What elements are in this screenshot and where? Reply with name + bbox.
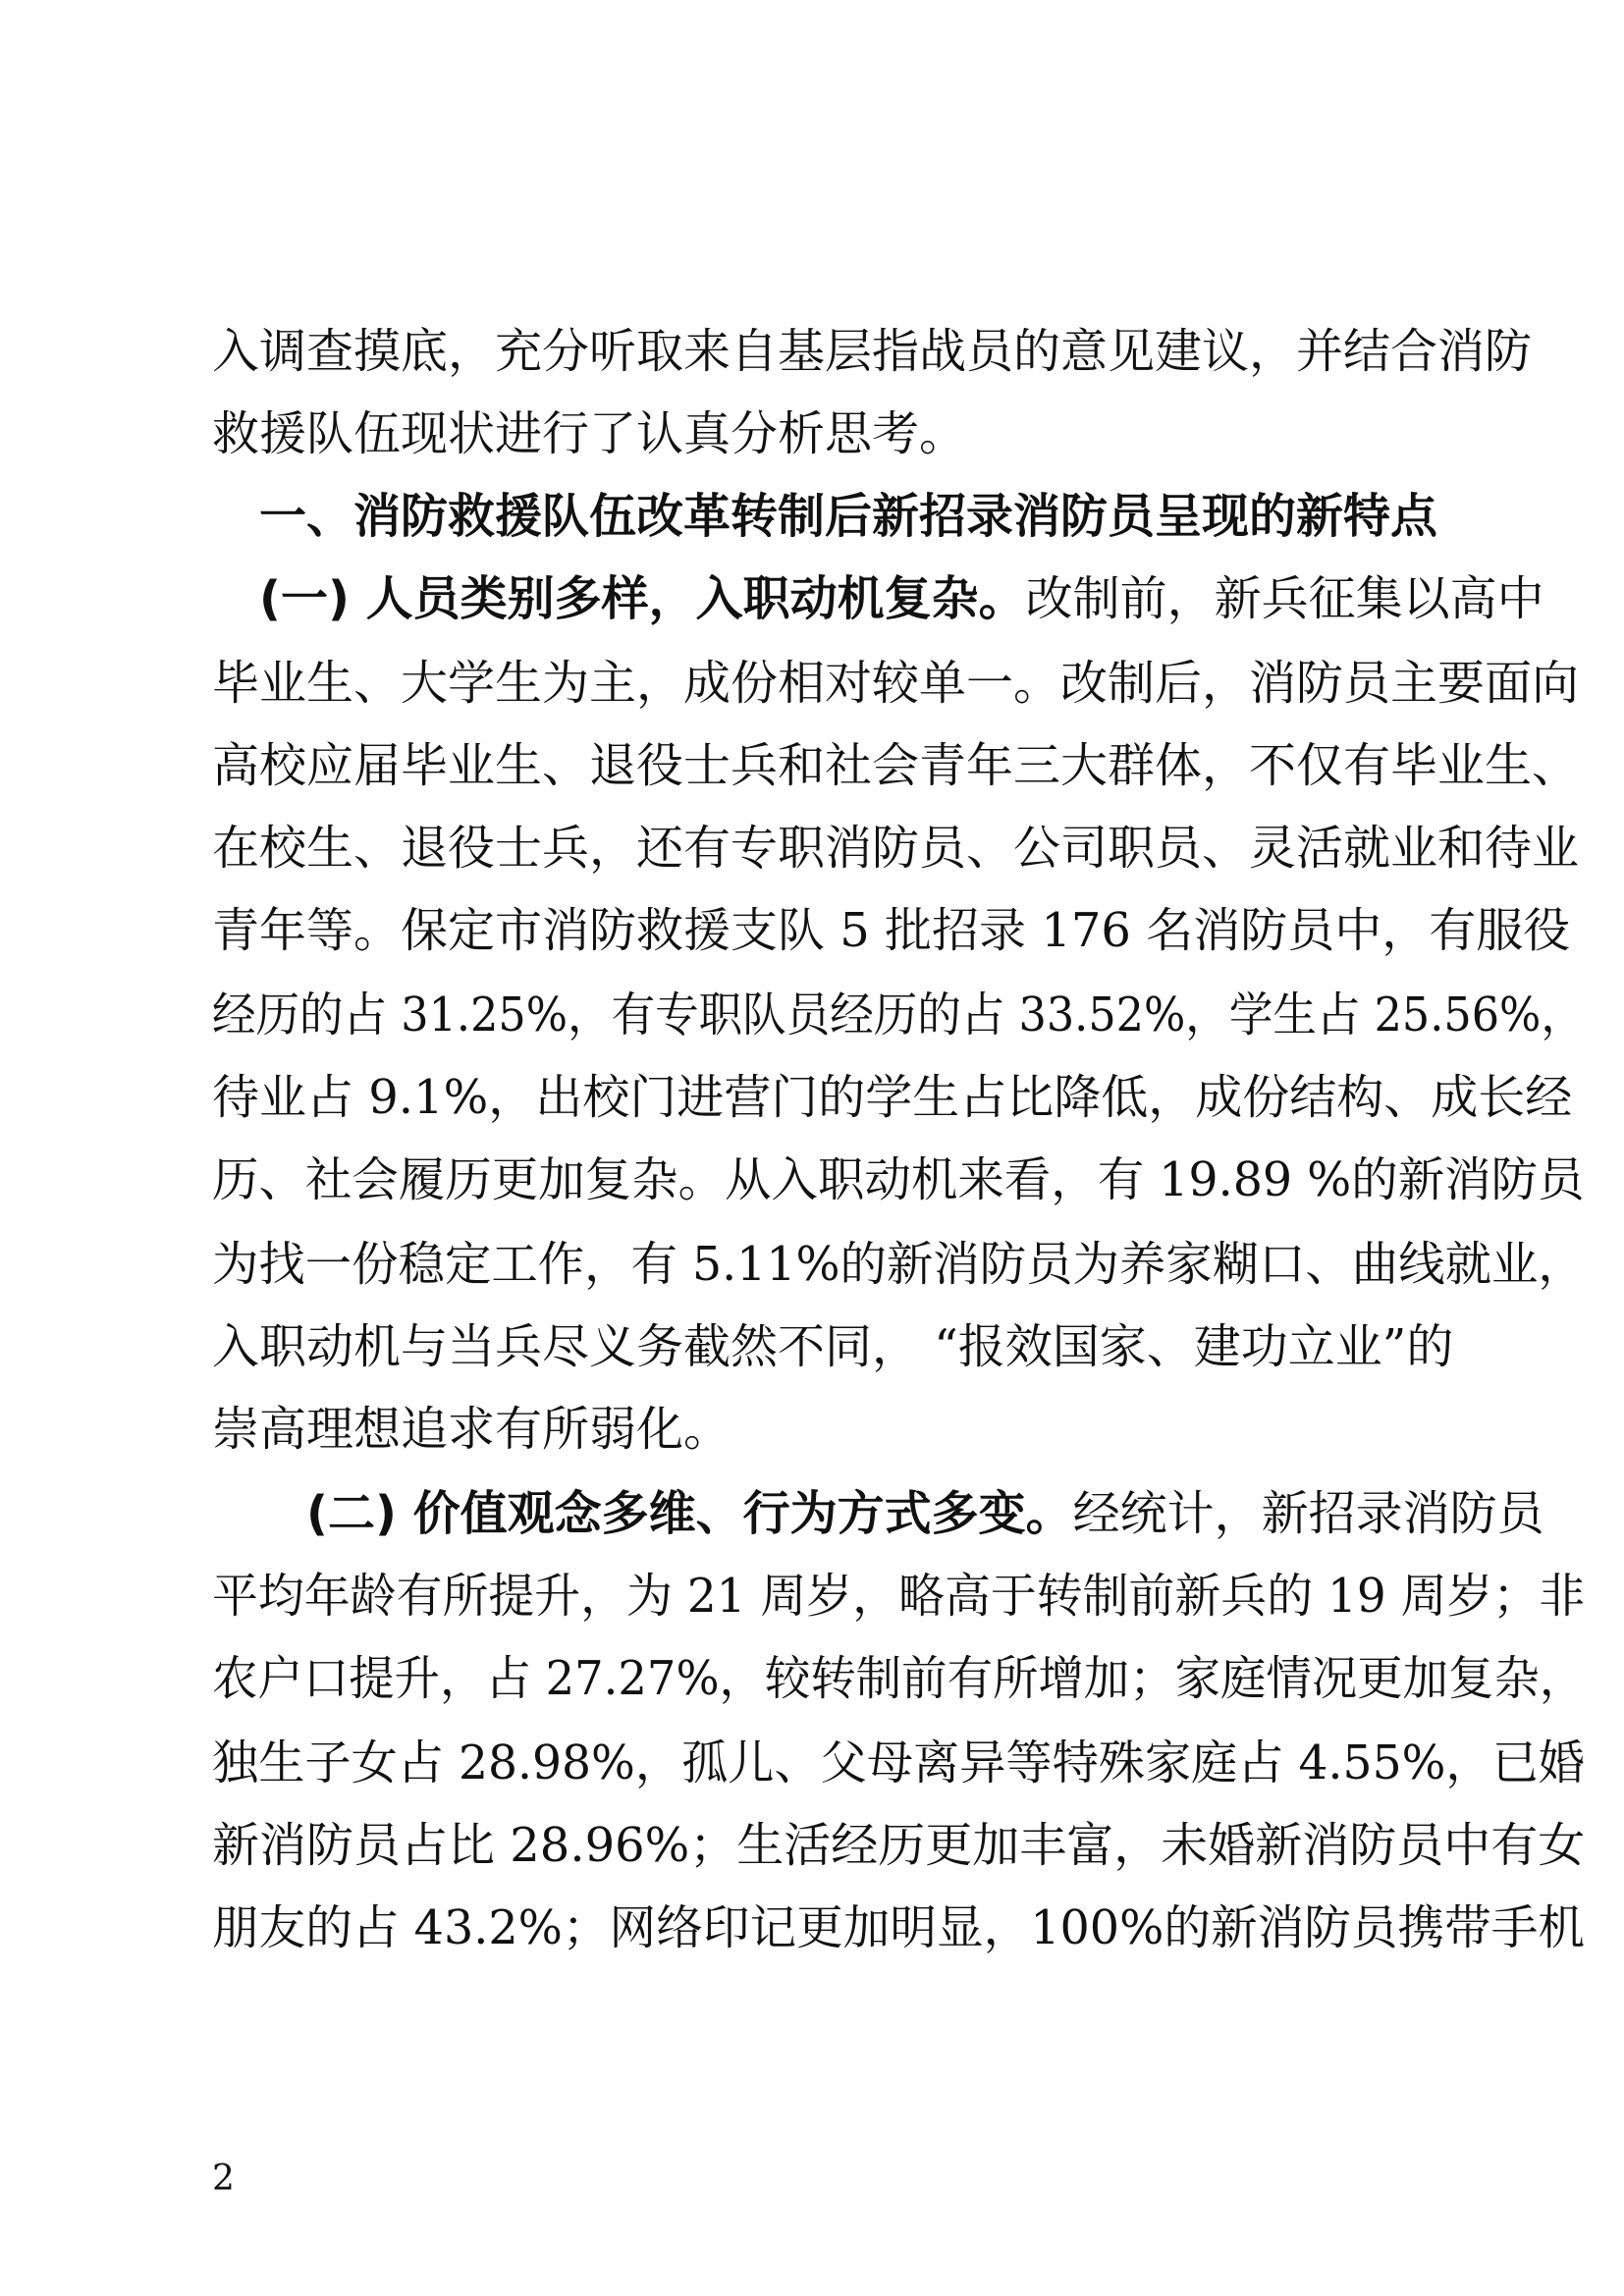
body-line: 朋友的占 43.2%；网络印记更加明显，100%的新消防员携带手机 [212, 1900, 1585, 1955]
body-line: 高校应届毕业生、退役士兵和社会青年三大群体，不仅有毕业生、 [212, 738, 1580, 793]
body-line: 独生子女占 28.98%，孤儿、父母离异等特殊家庭占 4.55%，已婚 [212, 1735, 1585, 1790]
body-line: 经历的占 31.25%，有专职队员经历的占 33.52%，学生占 25.56%， [212, 988, 1585, 1042]
subsection-title: (一) 人员类别多样，入职动机复杂。 [259, 571, 1026, 626]
section-heading: 一、消防救援队伍改革转制后新招录消防员呈现的新特点 [259, 489, 1438, 544]
body-line: 平均年龄有所提升，为 21 周岁，略高于转制前新兵的 19 周岁；非 [212, 1569, 1586, 1624]
subsection-title: (二) 价值观念多维、行为方式多变。 [306, 1486, 1073, 1541]
body-line: 在校生、退役士兵，还有专职消防员、公司职员、灵活就业和待业 [212, 821, 1580, 876]
page-number: 2 [212, 2159, 235, 2199]
body-line: 毕业生、大学生为主，成份相对较单一。改制后，消防员主要面向 [212, 656, 1580, 711]
body-line: 历、社会履历更加复杂。从入职动机来看，有 19.89 %的新消防员 [212, 1152, 1585, 1207]
body-line: 救援队伍现状进行了认真分析思考。 [212, 406, 967, 461]
body-line: 入调查摸底，充分听取来自基层指战员的意见建议，并结合消防 [212, 324, 1533, 379]
body-line: 待业占 9.1%，出校门进营门的学生占比降低，成份结构、成长经 [212, 1070, 1573, 1125]
body-line: 农户口提升，占 27.27%，较转制前有所增加；家庭情况更加复杂， [212, 1651, 1586, 1706]
body-line: 崇高理想追求有所弱化。 [212, 1402, 731, 1457]
body-line: 为找一份稳定工作，有 5.11%的新消防员为养家糊口、曲线就业， [212, 1237, 1585, 1292]
subsection-paragraph-start [306, 1484, 1544, 1543]
body-text: 改制前，新兵征集以高中 [1025, 571, 1544, 626]
subsection-paragraph-start [259, 569, 1544, 628]
body-line: 入职动机与当兵尽义务截然不同， “报效国家、建功立业”的 [212, 1319, 1454, 1374]
body-line: 青年等。保定市消防救援支队 5 批招录 176 名消防员中，有服役 [212, 903, 1571, 958]
body-line: 新消防员占比 28.96%；生活经历更加丰富，未婚新消防员中有女 [212, 1818, 1586, 1873]
body-text: 经统计，新招录消防员 [1072, 1486, 1544, 1541]
